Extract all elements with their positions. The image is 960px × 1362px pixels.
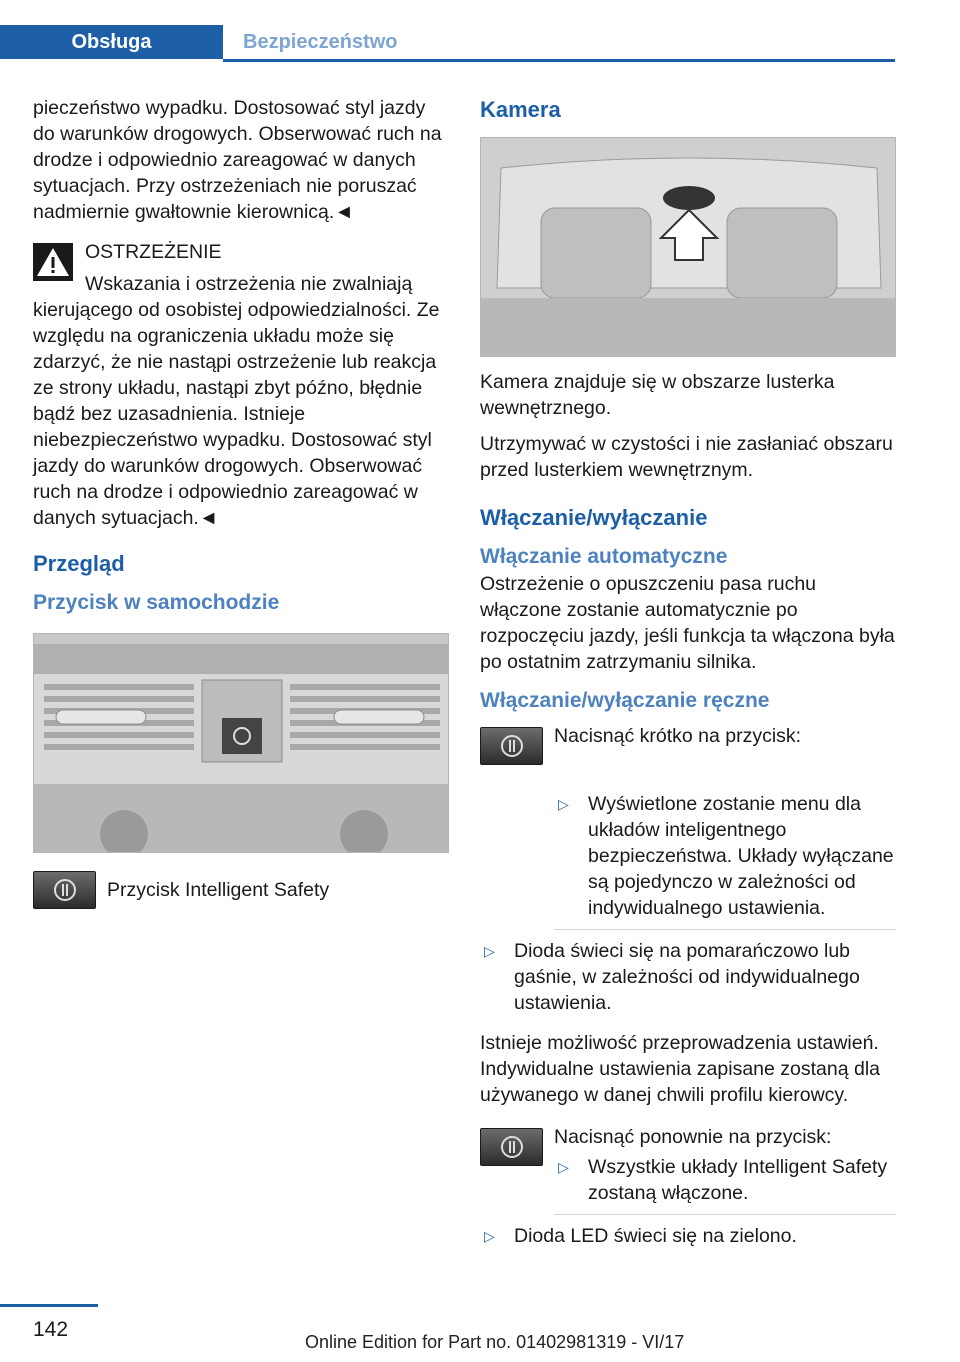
warning-title: OSTRZEŻENIE	[85, 241, 222, 263]
list-item: ▷ Wszystkie układy Intelligent Safety zostaną włączone.	[554, 1154, 896, 1215]
left-column	[33, 95, 449, 949]
camera-paragraph-2: Utrzymywać w czystości i nie zasłaniać obszaru przed lusterkiem wewnętrznym.	[480, 433, 893, 481]
heading-wlaczanie-reczne: Włączanie/wyłączanie ręczne	[480, 689, 770, 712]
press-again-text: Nacisnąć ponownie na przycisk:	[554, 1126, 832, 1148]
press-short-list	[480, 791, 896, 1024]
tab-bezpieczenstwo[interactable]: Bezpieczeństwo	[243, 31, 398, 53]
heading-przeglad: Przegląd	[33, 551, 125, 576]
header-tabs	[0, 0, 895, 62]
triangle-bullet-icon: ▷	[484, 1228, 495, 1244]
camera-photo	[480, 137, 896, 357]
warning-text: Wskazania i ostrzeżenia nie zwalniają kierującego od osobistej odpowiedzialności. Ze względu na ograniczenia układu może się zdarzyć, że nie nastąpi ostrzeżenie lub reakcja ze strony układu, nastąpi zbyt późno, błędnie bądź bez uzasadnienia. Istnieje niebezpieczeństwo wypadku. Dostosować styl jazdy do warunków drogowych. Obserwować ruch na drodze i odpowiednio zareagować w danych sytuacjach.◄	[33, 273, 440, 529]
heading-wlaczanie-wylaczanie: Włączanie/wyłączanie	[480, 505, 708, 530]
intro-paragraph: pieczeństwo wypadku. Dostosować styl jazdy do warunków drogowych. Obserwować ruch na drodze i odpowiednio zareagować w danych sytuacjach. Przy ostrzeżeniach nie poruszać nadmiernie gwałtownie kierownicą.◄	[33, 97, 442, 223]
warning-block	[33, 239, 449, 531]
triangle-bullet-icon: ▷	[558, 1159, 569, 1175]
heading-kamera: Kamera	[480, 97, 561, 122]
button-caption-row	[33, 871, 449, 937]
edition-text: Online Edition for Part no. 01402981319 - VI/17	[305, 1332, 685, 1352]
camera-paragraph-1: Kamera znajduje się w obszarze lusterka wewnętrznego.	[480, 371, 835, 419]
header-rule	[223, 59, 895, 62]
subheading-przycisk: Przycisk w samochodzie	[33, 591, 280, 614]
button-caption: Przycisk Intelligent Safety	[107, 879, 330, 901]
right-column	[480, 95, 896, 1265]
footer-rule	[0, 1304, 98, 1307]
list-item: ▷ Wyświetlone zostanie menu dla układów inteligentnego bezpieczeństwa. Układy wyłączane są pojedynczo w zależności od indywidualnego ustawienia.	[554, 791, 896, 930]
heading-wlaczanie-automatyczne: Włączanie automatyczne	[480, 545, 728, 568]
auto-paragraph: Ostrzeżenie o opuszczeniu pasa ruchu włączone zostanie automatycznie po rozpoczęciu jazdy, jeśli funkcja ta włączona była po ostatnim zatrzymaniu silnika.	[480, 573, 895, 673]
intelligent-safety-button-icon	[480, 727, 543, 765]
dashboard-photo	[33, 633, 449, 853]
press-short-text: Nacisnąć krótko na przycisk:	[554, 725, 802, 747]
press-short-row	[480, 723, 896, 789]
triangle-bullet-icon: ▷	[484, 943, 495, 959]
list-item: ▷ Dioda LED świeci się na zielono.	[484, 1225, 797, 1247]
warning-triangle-icon	[33, 243, 73, 281]
intelligent-safety-button-icon	[480, 1128, 543, 1166]
triangle-bullet-icon: ▷	[558, 796, 569, 812]
settings-paragraph: Istnieje możliwość przeprowadzenia ustawień. Indywidualne ustawienia zapisane zostaną dla używanego w danej chwili profilu kierowcy.	[480, 1032, 881, 1106]
tab-obsluga[interactable]: Obsługa	[0, 25, 223, 59]
intelligent-safety-button-icon	[33, 871, 96, 909]
list-item: ▷ Dioda świeci się na pomarańczowo lub gaśnie, w zależności od indywidualnego ustawienia.	[484, 940, 860, 1014]
page-number: 142	[33, 1318, 69, 1341]
